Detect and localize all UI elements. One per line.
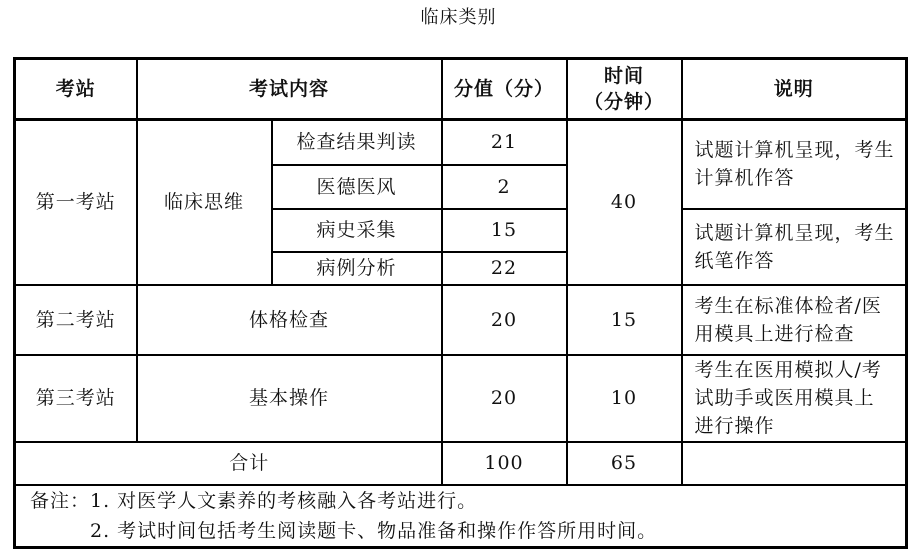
notes-item: 1. 对医学人文素养的考核融入各考站进行。 [90,489,478,512]
description-cell [682,120,907,209]
description-line: 考生在医用模拟人/考 [694,359,882,381]
table-row [15,355,907,442]
item-score-cell: 2 [442,165,567,209]
notes-row [15,485,907,548]
total-row [15,442,907,485]
station-name-cell: 第三考站 [15,355,137,442]
notes-list [90,486,657,546]
item-name-cell: 病史采集 [272,209,442,252]
header-station: 考站 [15,59,137,120]
item-score-cell: 15 [442,209,567,252]
table-row [15,285,907,355]
table-row [15,120,907,165]
content-cell: 临床思维 [137,120,272,285]
description-cell [682,209,907,285]
description-line: 纸笔作答 [694,249,775,272]
total-score-cell: 100 [442,442,567,485]
content-cell: 体格检查 [137,285,442,355]
header-score: 分值（分） [442,59,567,120]
description-line: 试题计算机呈现，考生 [694,221,895,244]
time-cell: 10 [567,355,682,442]
score-cell: 20 [442,355,567,442]
exam-table [13,57,908,549]
notes-cell [15,485,907,548]
description-line: 用模具上进行检查 [694,322,855,345]
header-description: 说明 [682,59,907,120]
header-time [567,59,682,120]
page-title: 临床类别 [420,7,497,28]
notes-item: 2. 考试时间包括考生阅读题卡、物品准备和操作作答所用时间。 [90,519,658,542]
description-line: 进行操作 [694,415,775,437]
item-score-cell: 22 [442,252,567,285]
item-name-cell: 医德医风 [272,165,442,209]
description-line: 试助手或医用模具上 [694,387,875,409]
time-cell: 40 [567,120,682,285]
item-name-cell: 病例分析 [272,252,442,285]
description-line: 考生在标准体检者/医 [694,294,882,317]
total-label-cell: 合计 [15,442,442,485]
notes-block [30,486,895,546]
station-name-cell: 第二考站 [15,285,137,355]
item-score-cell: 21 [442,120,567,165]
total-time-cell: 65 [567,442,682,485]
time-cell: 15 [567,285,682,355]
station-name-cell: 第一考站 [15,120,137,285]
description-line: 计算机作答 [694,167,795,190]
header-content: 考试内容 [137,59,442,120]
header-time-line: 时间 [604,65,645,87]
notes-label: 备注： [30,489,91,512]
header-time-line: （分钟） [584,91,665,113]
description-cell [682,355,907,442]
item-name-cell: 检查结果判读 [272,120,442,165]
score-cell: 20 [442,285,567,355]
header-row [15,59,907,120]
description-line: 试题计算机呈现，考生 [694,139,895,162]
total-description-cell [682,442,907,485]
content-cell: 基本操作 [137,355,442,442]
description-cell [682,285,907,355]
